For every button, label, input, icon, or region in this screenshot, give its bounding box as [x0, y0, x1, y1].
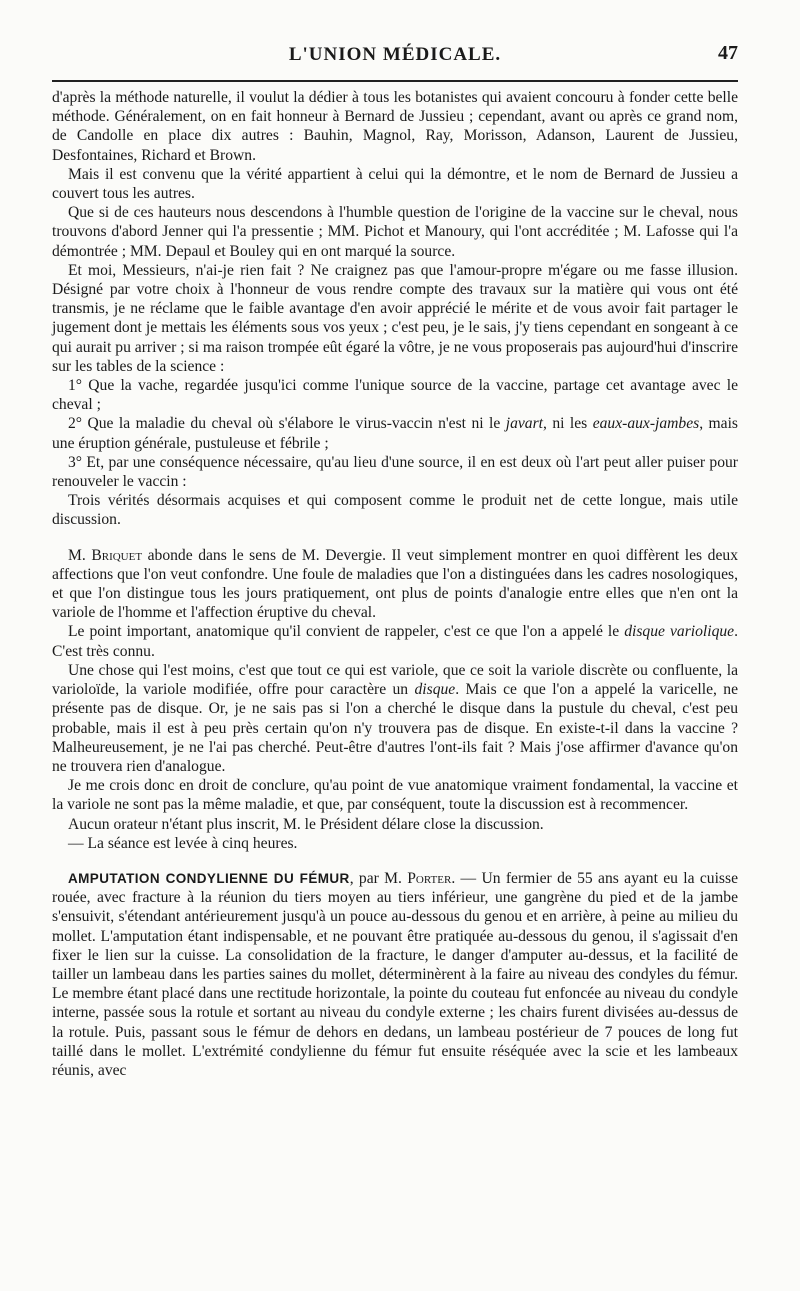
- paragraph: 1° Que la vache, regardée jusqu'ici comme l'unique source de la vaccine, partage cet avantage avec le cheval ;: [52, 377, 738, 414]
- author-name: Porter: [407, 869, 452, 887]
- text: . Mais ce que l'on a appelé la varicelle, ne présente pas de disque. Or, je ne sais pas si l'on a cherché le disque dans la pustule du cheval, c'est peu probable, mais il est à peu près certain qu'on n'y trouvera pas de disque. En existe-t-il dans la vaccine ? Malheureusement, je ne l'ai pas cherché. Peut-être d'autres l'ont-ils fait ? Mais j'ose affirmer d'avance qu'on ne trouvera rien d'analogue.: [52, 681, 738, 775]
- article-body: [52, 88, 738, 1080]
- paragraph: [52, 546, 738, 623]
- page-header: [52, 40, 738, 74]
- paragraph: 3° Et, par une conséquence nécessaire, qu'au lieu d'une source, il en est deux où l'art peut aller puiser pour renouveler le vaccin :: [52, 453, 738, 491]
- paragraph: d'après la méthode naturelle, il voulut la dédier à tous les botanistes qui avaient concouru à fonder cette belle méthode. Généralement, on en fait honneur à Bernard de Jussieu ; cependant, avant ou après ce grand nom, de Candolle en place dix autres : Bauhin, Magnol, Ray, Morisson, Adanson, Laurent de Jussieu, Desfontaines, Richard et Brown.: [52, 89, 738, 164]
- paragraph: Et moi, Messieurs, n'ai-je rien fait ? Ne craignez pas que l'amour-propre m'égare ou me fasse illusion. Désigné par votre choix à l'honneur de vous rendre compte des travaux sur la matière qui vous ont été transmis, je ne réclame que le faible avantage d'en avoir apprécié le mérite et de vous avoir fait partager le jugement dont je mettais les éléments sous vos yeux ; c'est peu, je le sais, j'y tiens cependant en songeant à ce qui aurait pu arriver ; si ma raison trompée eût égaré la vôtre, je ne vous proposerais pas aujourd'hui d'inscrire sur les tables de la science :: [52, 261, 738, 375]
- emphasis: eaux-aux-jambes: [592, 415, 700, 433]
- paragraph: [52, 661, 738, 776]
- paragraph: — La séance est levée à cinq heures.: [68, 834, 298, 852]
- paragraph: Trois vérités désormais acquises et qui composent comme le produit net de cette longue, mais utile discussion.: [52, 492, 738, 529]
- paragraph: Mais il est convenu que la vérité appartient à celui qui la démontre, et le nom de Bernard de Jussieu a couvert tous les autres.: [52, 165, 738, 203]
- text: , ni les: [542, 415, 593, 433]
- text: Une chose qui l'est moins, c'est que tout ce qui est variole, que ce soit la variole discrète ou confluente, la varioloïde, la variole modifiée, offre pour caractère un: [52, 661, 738, 699]
- text: , mais une éruption générale, pustuleuse et fébrile ;: [52, 415, 739, 452]
- emphasis: disque: [414, 681, 456, 699]
- speaker-name: Briquet: [91, 546, 143, 564]
- paragraph: Aucun orateur n'étant plus inscrit, M. le Président délare close la discussion.: [68, 815, 544, 833]
- text: . C'est très connu.: [52, 623, 738, 660]
- paragraph: Je me crois donc en droit de conclure, qu'au point de vue anatomique vraiment fondamental, la vaccine et la variole ne sont pas la même maladie, et que, par conséquent, toute la discussion est à recommencer.: [52, 777, 738, 814]
- article-title: AMPUTATION CONDYLIENNE DU FÉMUR: [68, 870, 350, 886]
- emphasis: javart: [505, 415, 543, 433]
- text: Le point important, anatomique qu'il convient de rappeler, c'est ce que l'on a appelé le: [68, 623, 625, 641]
- page-number: 47: [718, 42, 738, 64]
- text: 2° Que la maladie du cheval où s'élabore le virus-vaccin n'est ni le: [68, 415, 506, 433]
- emphasis: disque variolique: [624, 623, 735, 641]
- text: , par M.: [349, 869, 408, 887]
- text: M.: [68, 546, 92, 564]
- running-title: L'UNION MÉDICALE.: [288, 44, 502, 65]
- paragraph: [52, 414, 738, 452]
- paragraph: Que si de ces hauteurs nous descendons à l'humble question de l'origine de la vaccine sur le cheval, nous trouvons d'abord Jenner qui l'a pressentie ; MM. Pichot et Manoury, qui l'ont accréditée ; M. Lafosse qui l'a démontrée ; MM. Depaul et Bouley qui en ont marqué la source.: [52, 204, 738, 260]
- text: . — Un fermier de 55 ans ayant eu la cuisse rouée, avec fracture à la réunion du tiers moyen au tiers inférieur, une gangrène du pied et de la jambe s'ensuivit, s'étendant antérieurement jusqu'à un pouce au-dessous du genou et en arrière, à peine au milieu du mollet. L'amputation étant indispensable, et ne pouvant être pratiquée au-dessous du genou, il s'agissait d'en fixer le lien sur la cuisse. La consolidation de la fracture, le danger d'amputer au-dessus, et la facilité de tailler un lambeau dans les parties saines du mollet, déterminèrent à la faire au niveau des condyles du fémur. Le membre étant placé dans une rectitude horizontale, la pointe du couteau fut enfoncée au niveau du condyle interne, passée sous la rotule et sortant au niveau du condyle externe ; les chairs furent divisées au-dessus de la rotule. Puis, passant sous le fémur de dehors en dedans, un lambeau postérieur de 7 pouces de long fut taillé dans le mollet. L'extrémité condylienne du fémur fut ensuite réséquée avec la scie et les lambeaux réunis, avec: [52, 869, 738, 1079]
- paragraph: [52, 869, 738, 1080]
- header-rule: [52, 80, 738, 82]
- text: abonde dans le sens de M. Devergie. Il veut simplement montrer en quoi diffèrent les deux affections que l'on veut confondre. Une foule de maladies que l'on a distinguées dans les cadres nosologiques, et que l'on distingue tous les jours pratiquement, ont plus de points d'analogie entre elles que n'en ont la variole de l'homme et l'affection éruptive du cheval.: [52, 546, 738, 622]
- paragraph: [52, 622, 738, 660]
